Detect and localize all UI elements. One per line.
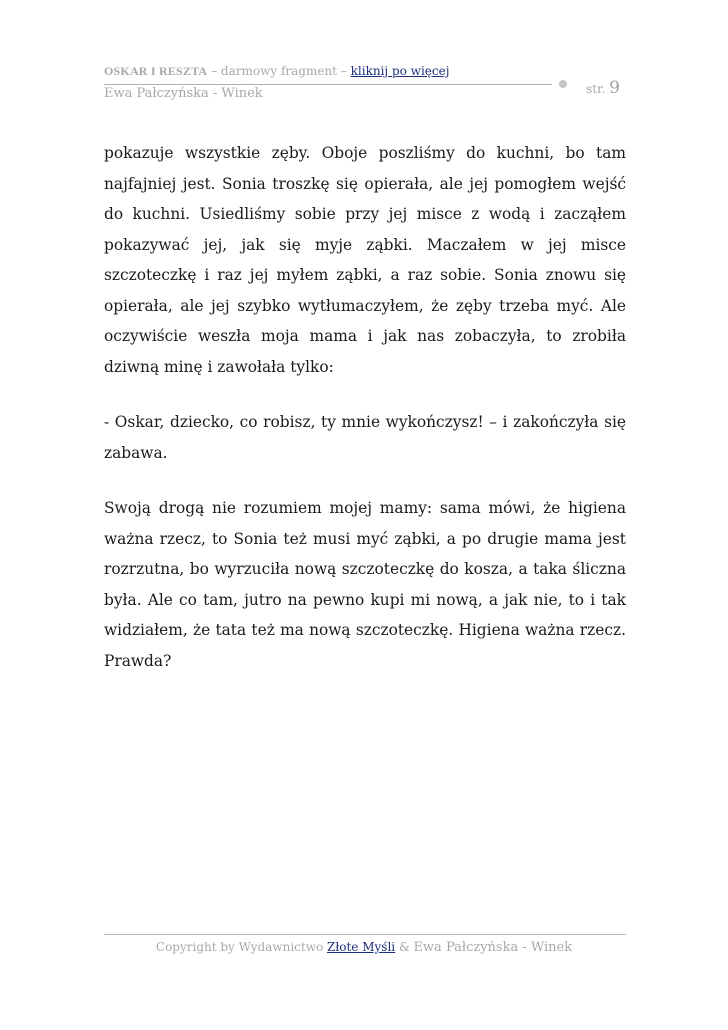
page-number-label — [586, 78, 620, 98]
header-author: Ewa Pałczyńska - Winek — [104, 86, 263, 101]
copyright-text: Copyright by Wydawnictwo — [155, 940, 328, 954]
page-header — [104, 64, 628, 104]
page-label: str. — [586, 82, 606, 96]
page-body — [104, 138, 626, 701]
paragraph: - Oskar, dziecko, co robisz, ty mnie wykończysz! – i zakończyła się zabawa. — [104, 413, 626, 462]
paragraph: pokazuje wszystkie zęby. Oboje poszliśmy do kuchni, bo tam najfajniej jest. Sonia troszkę się opierała, ale jej pomogłem wejść do kuchni. Usiedliśmy sobie przy jej misce z wodą i zacząłem pokazywać jej, jak się myje ząbki. Maczałem w jej misce szczoteczkę i raz jej myłem ząbki, a raz sobie. Sonia znowu się opierała, ale jej szybko wytłumaczyłem, że zęby trzeba myć. Ale oczywiście weszła moja mama i jak nas zobaczyła, to zrobiła dziwną minę i zawołała tylko: — [104, 144, 626, 376]
page-footer — [0, 940, 728, 955]
header-separator: – darmowy fragment – — [207, 64, 351, 78]
header-divider — [104, 84, 552, 85]
more-link[interactable]: kliknij po więcej — [350, 64, 450, 78]
header-title-line — [104, 64, 449, 79]
footer-divider — [104, 934, 626, 935]
page-number: 9 — [609, 78, 620, 98]
footer-ampersand: & — [395, 940, 414, 954]
publisher-link[interactable]: Złote Myśli — [327, 940, 396, 954]
header-bullet-icon — [559, 80, 567, 88]
book-title: OSKAR I RESZTA — [104, 64, 208, 78]
paragraph: Swoją drogą nie rozumiem mojej mamy: sama mówi, że higiena ważna rzecz, to Sonia też musi myć ząbki, a po drugie mama jest rozrzutna, bo wyrzuciła nową szczoteczkę do kosza, a taka śliczna była. Ale co tam, jutro na pewno kupi mi nową, a jak nie, to i tak widziałem, że tata też ma nową szczoteczkę. Higiena ważna rzecz. Prawda? — [104, 499, 626, 670]
footer-author: Ewa Pałczyńska - Winek — [413, 940, 573, 955]
